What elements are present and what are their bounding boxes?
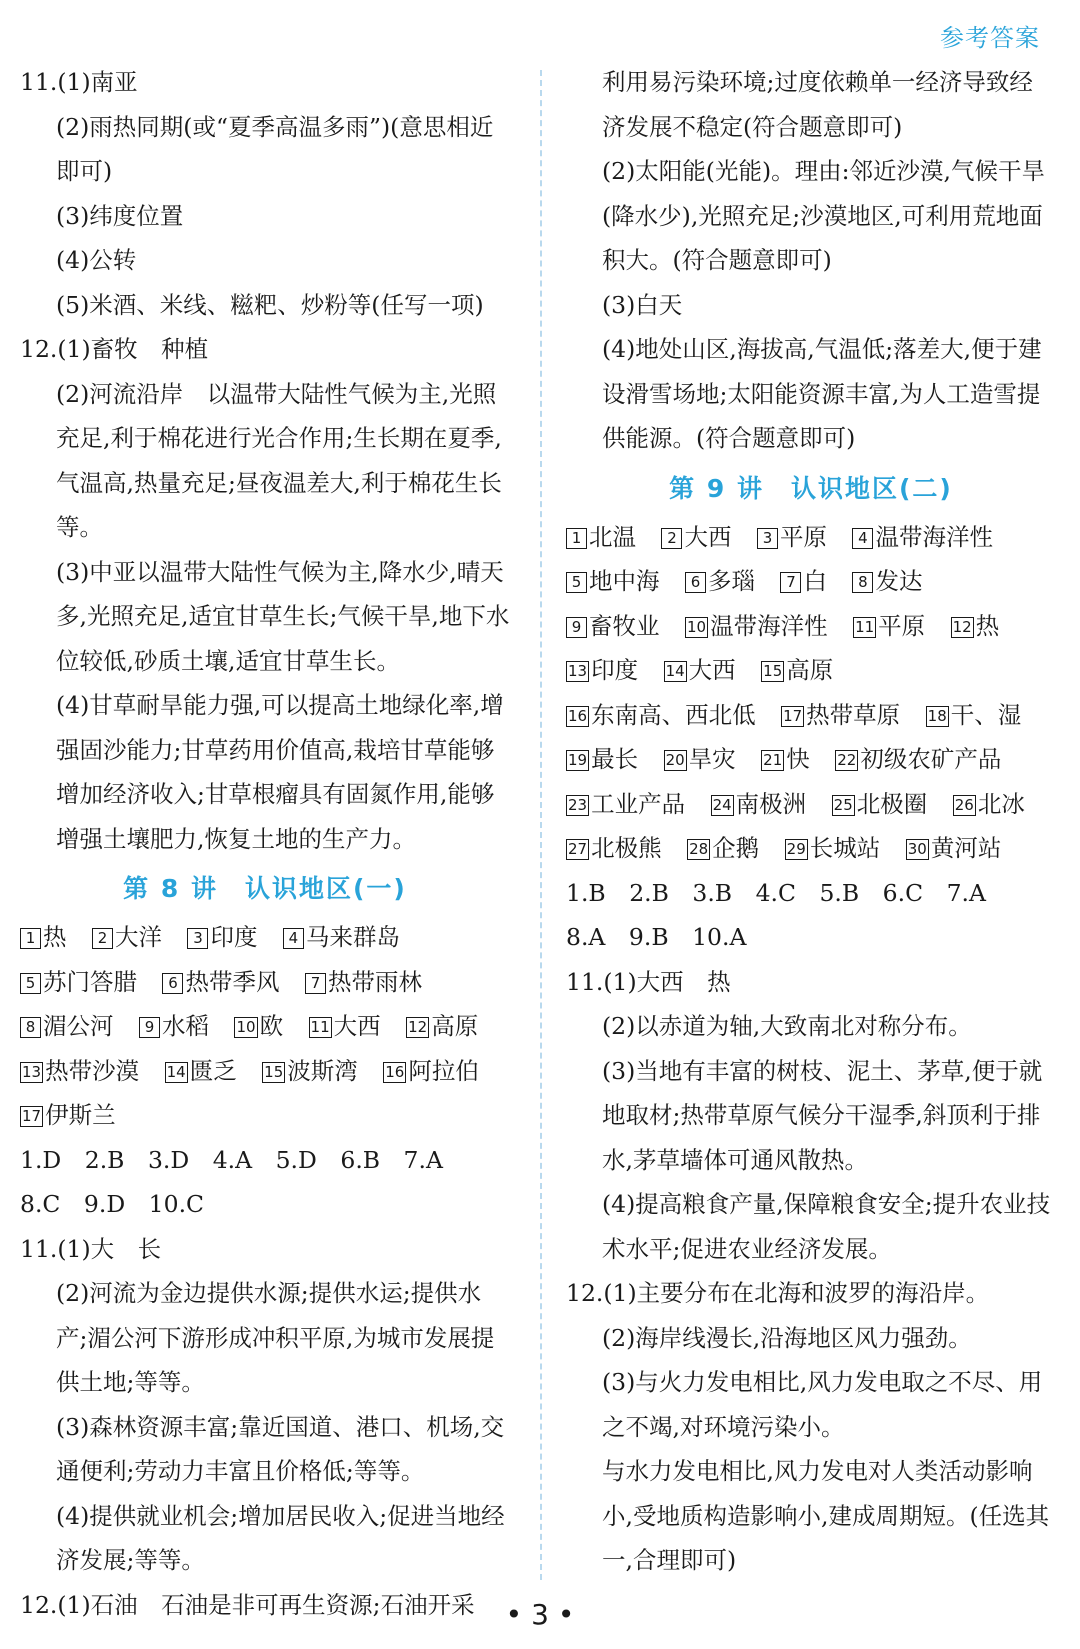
blank-number-box: 29 <box>786 840 806 858</box>
answer-line: 12.(1)畜牧 种植 <box>20 335 209 363</box>
blank-answer-text: 温带海洋性 <box>710 611 828 640</box>
fill-blank-item <box>664 656 736 684</box>
blank-number-box: 8 <box>852 572 873 593</box>
fill-blank-item <box>566 523 636 551</box>
blank-answer-text: 阿拉伯 <box>408 1056 479 1085</box>
blank-answer-text: 多瑙 <box>707 567 755 595</box>
fill-blank-item <box>711 790 807 818</box>
fill-blank-item <box>853 612 925 640</box>
answer-line: 11.(1)大 长 <box>20 1234 162 1263</box>
fill-blank-item <box>780 567 827 595</box>
fill-blank-item <box>953 790 1025 818</box>
blank-answer-text: 热带沙漠 <box>45 1056 140 1085</box>
blank-number-box: 1 <box>20 928 41 949</box>
blank-answer-text: 高原 <box>786 656 834 684</box>
answer-line: (2)河流为金边提供水源;提供水运;提供水产;湄公河下游形成冲积平原,为城市发展提供土地;等等。 <box>56 1279 495 1396</box>
blank-number-box: 24 <box>712 795 732 814</box>
answer-line: (2)以赤道为轴,大致南北对称分布。 <box>602 1012 972 1040</box>
answer-line: (5)米酒、米线、糍粑、炒粉等(任写一项) <box>56 290 484 319</box>
blank-number-box: 14 <box>665 662 685 680</box>
blank-number-box: 12 <box>952 617 972 636</box>
blank-answer-text: 欧 <box>259 1012 284 1040</box>
fill-blank-item <box>20 923 67 951</box>
blank-answer-text: 印度 <box>210 923 258 951</box>
blank-number-box: 13 <box>568 662 588 680</box>
blank-number-box: 4 <box>852 528 873 549</box>
blank-number-box: 16 <box>385 1062 405 1081</box>
blank-number-box: 4 <box>283 928 304 949</box>
blank-number-box: 27 <box>568 840 588 858</box>
blank-number-box: 18 <box>927 706 947 725</box>
fill-blank-item <box>852 567 922 595</box>
blank-answer-text: 热带季风 <box>185 967 280 996</box>
fill-blank-item <box>852 523 993 551</box>
blank-number-box: 9 <box>566 617 587 638</box>
blank-number-box: 17 <box>22 1107 42 1125</box>
blank-answer-text: 苏门答腊 <box>43 967 137 996</box>
answer-line: 与水力发电相比,风力发电对人类活动影响小,受地质构造影响小,建成周期短。(任选其一,合理即可) <box>602 1457 1050 1574</box>
fill-blank-list <box>20 915 510 1138</box>
blank-number-box: 5 <box>20 973 41 994</box>
blank-number-box: 6 <box>162 973 183 994</box>
fill-blank-item <box>685 612 828 640</box>
fill-blank-item <box>309 1012 381 1040</box>
answer-line: (4)公转 <box>56 246 137 274</box>
blank-answer-text: 热带草原 <box>806 700 901 729</box>
blank-number-box: 7 <box>305 973 326 994</box>
answer-line: (2)海岸线漫长,沿海地区风力强劲。 <box>602 1323 972 1352</box>
section-title: 第 9 讲 认识地区(二) <box>669 473 953 503</box>
left-column <box>20 60 510 1627</box>
blank-answer-text: 旱灾 <box>688 745 736 773</box>
fill-blank-item <box>685 567 755 595</box>
blank-answer-text: 印度 <box>591 656 639 684</box>
fill-blank-item <box>832 790 928 818</box>
blank-answer-text: 大西 <box>333 1012 381 1040</box>
fill-blank-item <box>566 656 638 684</box>
fill-blank-item <box>761 656 833 684</box>
page-dot: • <box>557 1598 575 1631</box>
blank-answer-text: 快 <box>786 745 810 773</box>
mc-answers: 8.C 9.D 10.C <box>20 1190 205 1218</box>
fill-blank-item <box>661 523 731 551</box>
fill-blank-item <box>283 923 400 951</box>
blank-number-box: 15 <box>763 662 783 680</box>
answer-line: 12.(1)主要分布在北海和波罗的海沿岸。 <box>566 1279 990 1307</box>
blank-number-box: 26 <box>954 795 974 814</box>
answer-line: (2)太阳能(光能)。理由:邻近沙漠,气候干旱(降水少),光照充足;沙漠地区,可利用荒地面积大。(符合题意即可) <box>602 157 1046 274</box>
blank-answer-text: 水稻 <box>161 1012 209 1040</box>
fill-blank-item <box>20 1101 116 1129</box>
blank-answer-text: 湄公河 <box>43 1012 114 1040</box>
blank-answer-text: 白 <box>803 567 827 595</box>
section-title: 第 8 讲 认识地区(一) <box>123 874 407 903</box>
fill-blank-item <box>926 701 1022 729</box>
fill-blank-item <box>305 968 422 996</box>
fill-blank-item <box>757 523 827 551</box>
blank-number-box: 22 <box>837 751 857 769</box>
mc-answers: 1.B 2.B 3.B 4.C 5.B 6.C 7.A <box>566 878 986 907</box>
blank-number-box: 19 <box>568 751 588 769</box>
blank-answer-text: 初级农矿产品 <box>860 745 1002 773</box>
blank-number-box: 7 <box>780 572 801 593</box>
fill-blank-item <box>234 1012 283 1040</box>
blank-answer-text: 黄河站 <box>930 834 1002 862</box>
answer-line: 11.(1)大西 热 <box>566 967 731 996</box>
answer-line: (3)中亚以温带大陆性气候为主,降水少,晴天多,光照充足,适宜甘草生长;气候干旱,地下水位较低,砂质土壤,适宜甘草生长。 <box>56 557 510 675</box>
blank-number-box: 21 <box>763 751 783 769</box>
fill-blank-item <box>566 567 660 595</box>
blank-answer-text: 发达 <box>875 567 923 595</box>
fill-blank-item <box>187 923 257 951</box>
fill-blank-item <box>785 834 881 862</box>
answer-line: (4)提供就业机会;增加居民收入;促进当地经济发展;等等。 <box>56 1501 505 1574</box>
blank-answer-text: 畜牧业 <box>589 611 660 640</box>
blank-number-box: 3 <box>187 928 208 949</box>
blank-answer-text: 长城站 <box>809 834 881 862</box>
fill-blank-item <box>566 745 638 773</box>
blank-answer-text: 平原 <box>779 522 827 551</box>
blank-answer-text: 热 <box>43 923 67 951</box>
blank-answer-text: 匮乏 <box>189 1056 237 1085</box>
blank-number-box: 3 <box>757 528 778 549</box>
right-column <box>566 60 1056 1583</box>
answer-line: (3)白天 <box>602 290 683 319</box>
blank-answer-text: 波斯湾 <box>287 1056 358 1085</box>
fill-blank-item <box>566 790 685 818</box>
fill-blank-item <box>687 834 759 862</box>
blank-number-box: 10 <box>686 617 707 636</box>
blank-number-box: 30 <box>907 840 927 858</box>
blank-answer-text: 热带雨林 <box>327 967 422 996</box>
blank-number-box: 15 <box>264 1062 284 1081</box>
blank-number-box: 5 <box>566 572 587 593</box>
fill-blank-item <box>566 834 662 862</box>
fill-blank-item <box>761 745 810 773</box>
blank-number-box: 12 <box>408 1018 428 1036</box>
fill-blank-item <box>20 1057 139 1085</box>
blank-number-box: 2 <box>92 928 113 949</box>
answer-line: (4)地处山区,海拔高,气温低;落差大,便于建设滑雪场地;太阳能资源丰富,为人工造雪提供能源。(符合题意即可) <box>602 335 1042 452</box>
blank-answer-text: 干、湿 <box>950 700 1022 729</box>
answer-line: (3)纬度位置 <box>56 201 184 230</box>
blank-number-box: 8 <box>20 1017 41 1038</box>
fill-blank-item <box>835 745 1001 773</box>
blank-answer-text: 北极熊 <box>591 834 662 862</box>
blank-answer-text: 东南高、西北低 <box>591 700 756 729</box>
blank-number-box: 13 <box>22 1062 42 1081</box>
answer-line: 利用易污染环境;过度依赖单一经济导致经济发展不稳定(符合题意即可) <box>602 68 1033 141</box>
blank-answer-text: 高原 <box>431 1012 479 1040</box>
fill-blank-item <box>566 612 660 640</box>
column-divider <box>540 70 542 1580</box>
fill-blank-item <box>262 1057 358 1085</box>
mc-answers: 1.D 2.B 3.D 4.A 5.D 6.B 7.A <box>20 1145 443 1174</box>
blank-number-box: 25 <box>833 795 853 814</box>
fill-blank-item <box>162 968 279 996</box>
fill-blank-item <box>20 1012 114 1040</box>
blank-number-box: 23 <box>568 795 588 814</box>
answer-line: (3)与火力发电相比,风力发电取之不尽、用之不竭,对环境污染小。 <box>602 1368 1043 1441</box>
page-dot: • <box>505 1598 523 1631</box>
blank-number-box: 11 <box>855 617 875 636</box>
answer-line: 11.(1)南亚 <box>20 68 138 96</box>
blank-answer-text: 企鹅 <box>712 834 760 862</box>
blank-answer-text: 伊斯兰 <box>45 1101 116 1129</box>
fill-blank-item <box>406 1012 478 1040</box>
blank-answer-text: 马来群岛 <box>305 923 400 951</box>
blank-number-box: 14 <box>166 1062 186 1081</box>
fill-blank-item <box>781 701 900 729</box>
fill-blank-item <box>92 923 162 951</box>
answer-line: (3)当地有丰富的树枝、泥土、茅草,便于就地取材;热带草原气候分干湿季,斜顶利于排水,茅草墙体可通风散热。 <box>602 1056 1043 1174</box>
blank-number-box: 1 <box>566 528 587 549</box>
answer-line: (2)河流沿岸 以温带大陆性气候为主,光照充足,利于棉花进行光合作用;生长期在夏季,气温高,热量充足;昼夜温差大,利于棉花生长等。 <box>56 379 502 541</box>
blank-answer-text: 大西 <box>684 522 732 551</box>
header-label: 参考答案 <box>940 24 1040 52</box>
blank-answer-text: 工业产品 <box>591 789 686 818</box>
blank-answer-text: 大洋 <box>114 923 162 951</box>
answer-line: (3)森林资源丰富;靠近国道、港口、机场,交通便利;劳动力丰富且价格低;等等。 <box>56 1412 505 1485</box>
mc-answers: 8.A 9.B 10.A <box>566 923 747 951</box>
fill-blank-item <box>906 834 1002 862</box>
fill-blank-item <box>951 612 1000 640</box>
page-number <box>0 1598 1080 1631</box>
blank-answer-text: 北温 <box>589 522 636 551</box>
fill-blank-item <box>566 701 756 729</box>
blank-number-box: 9 <box>139 1017 160 1038</box>
blank-answer-text: 地中海 <box>589 567 660 595</box>
blank-number-box: 6 <box>685 572 706 593</box>
blank-answer-text: 温带海洋性 <box>875 522 993 551</box>
blank-number-box: 10 <box>236 1018 256 1036</box>
fill-blank-item <box>383 1057 479 1085</box>
answer-line: (4)提高粮食产量,保障粮食安全;提升农业技术水平;促进农业经济发展。 <box>602 1190 1051 1263</box>
blank-answer-text: 北极圈 <box>856 789 928 818</box>
blank-number-box: 28 <box>689 840 709 858</box>
page-number-value: 3 <box>531 1598 549 1631</box>
answer-line: 12.(1)石油 石油是非可再生资源;石油开采 <box>20 1590 475 1619</box>
blank-answer-text: 热 <box>975 611 1000 640</box>
blank-answer-text: 最长 <box>591 745 639 773</box>
fill-blank-item <box>20 968 137 996</box>
fill-blank-item <box>139 1012 209 1040</box>
blank-answer-text: 平原 <box>878 611 926 640</box>
fill-blank-item <box>165 1057 237 1085</box>
blank-number-box: 11 <box>310 1018 330 1036</box>
fill-blank-item <box>664 745 736 773</box>
blank-number-box: 20 <box>665 751 685 769</box>
blank-number-box: 17 <box>783 706 803 725</box>
answer-line: (2)雨热同期(或“夏季高温多雨”)(意思相近即可) <box>56 112 494 185</box>
blank-answer-text: 北冰 <box>977 789 1025 818</box>
blank-answer-text: 大西 <box>688 656 736 684</box>
blank-number-box: 16 <box>568 706 588 725</box>
answer-line: (4)甘草耐旱能力强,可以提高土地绿化率,增强固沙能力;甘草药用价值高,栽培甘草能够增加经济收入;甘草根瘤具有固氮作用,能够增强土壤肥力,恢复土地的生产力。 <box>56 691 504 853</box>
blank-number-box: 2 <box>661 528 682 549</box>
fill-blank-list <box>566 515 1056 871</box>
blank-answer-text: 南极洲 <box>735 789 807 818</box>
